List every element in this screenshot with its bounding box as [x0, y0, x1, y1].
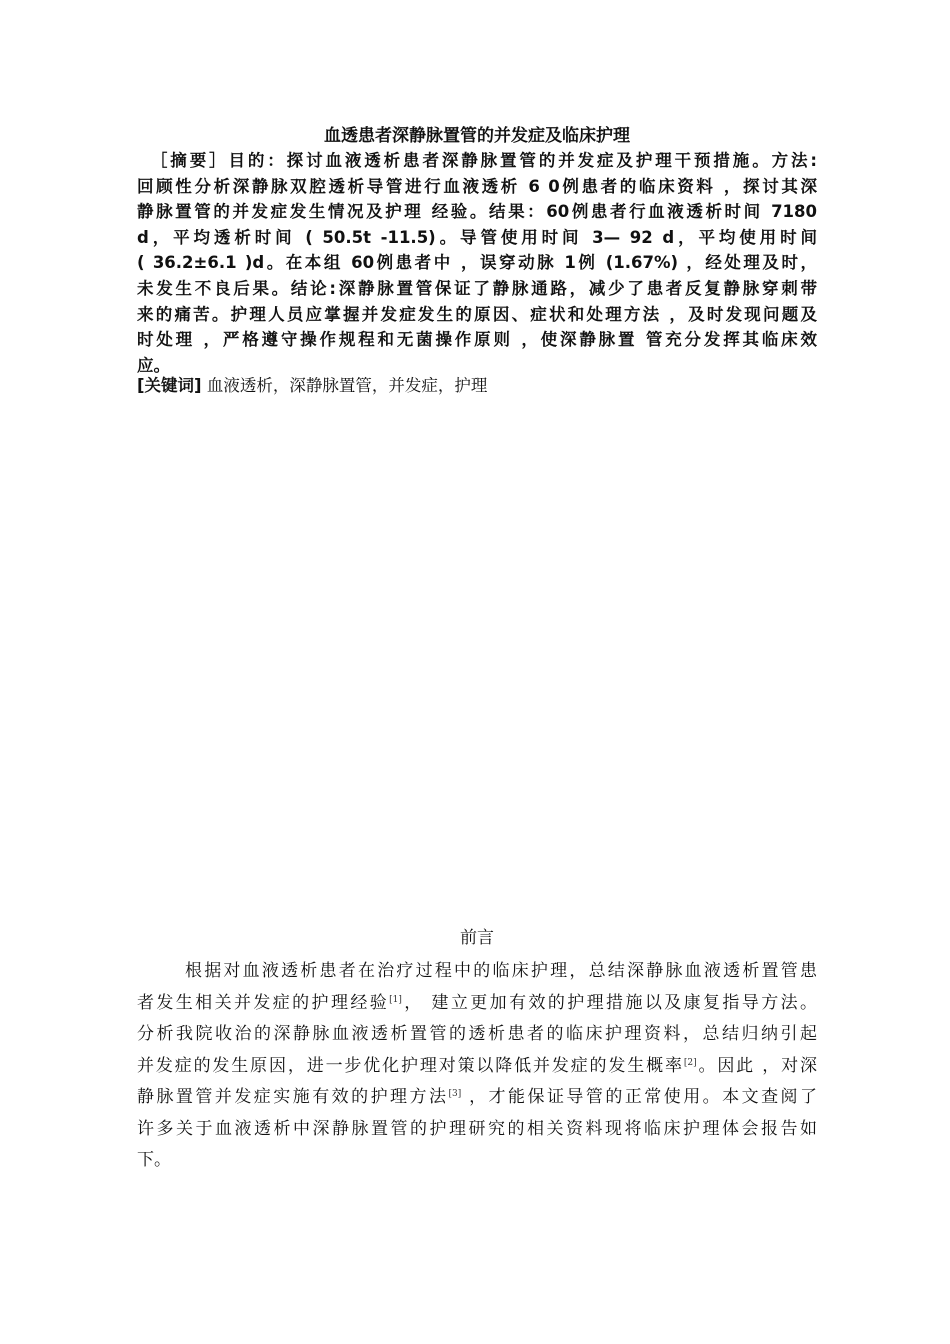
preface-heading: 前言: [460, 928, 494, 948]
keywords-text: 血液透析，深静脉置管，并发症，护理: [206, 376, 488, 395]
abstract-line: 未发生不良后果。结论:深静脉置管保证了静脉通路，减少了患者反复静脉穿刺带: [137, 278, 817, 298]
preface-line: 分析我院收治的深静脉血液透析置管的透析患者的临床护理资料，总结归纳引起: [137, 1024, 817, 1044]
keywords: [137, 373, 817, 398]
abstract-line: 来的痛苦。护理人员应掌握并发症发生的原因、症状和处理方法 ，及时发现问题及: [137, 304, 817, 324]
abstract-line: 回顾性分析深静脉双腔透析导管进行血液透析 6 0例患者的临床资料 ，探讨其深: [137, 176, 817, 196]
preface-body: [137, 956, 817, 1177]
paper-title: 血透患者深静脉置管的并发症及临床护理: [324, 126, 630, 146]
abstract-line: d，平均透析时间 ( 50.5t -11.5)。导管使用时间 3— 92 d，平均使用时间: [137, 227, 817, 247]
abstract-line: ( 36.2±6.1 )d。在本组 60例患者中 ，误穿动脉 1例 (1.67%) ，经处理及时，: [137, 253, 817, 273]
abstract-line: 时处理 ，严格遵守操作规程和无菌操作原则 ，使深静脉置 管充分发挥其临床效: [137, 330, 817, 350]
preface-line: 下。: [137, 1150, 171, 1170]
keywords-label: [关键词]: [137, 376, 202, 395]
citation-1: [1]: [389, 994, 402, 1005]
abstract-line: 应。: [137, 355, 170, 375]
abstract: [137, 148, 817, 378]
citation-2: [2]: [683, 1057, 697, 1068]
citation-3: [3]: [448, 1089, 462, 1099]
abstract-line: 静脉置管的并发症发生情况及护理 经验。结果：60例患者行血液透析时间 7180: [137, 202, 817, 222]
preface-line: 许多关于血液透析中深静脉置管的护理研究的相关资料现将临床护理体会报告如: [137, 1118, 817, 1139]
preface-line: 根据对血液透析患者在治疗过程中的临床护理，总结深静脉血液透析置管患: [185, 961, 817, 981]
preface-line: 者发生相关并发症的护理经验[1]， 建立更加有效的护理措施以及康复指导方法。: [137, 992, 818, 1013]
preface-line: 并发症的发生原因，进一步优化护理对策以降低并发症的发生概率[2]。因此 ，对深: [137, 1055, 818, 1076]
abstract-line: ［摘要］目的：探讨血液透析患者深静脉置管的并发症及护理干预措施。方法:: [148, 151, 817, 170]
preface-line: 静脉置管并发症实施有效的护理方法[3] ，才能保证导管的正常使用。本文查阅了: [137, 1087, 818, 1107]
